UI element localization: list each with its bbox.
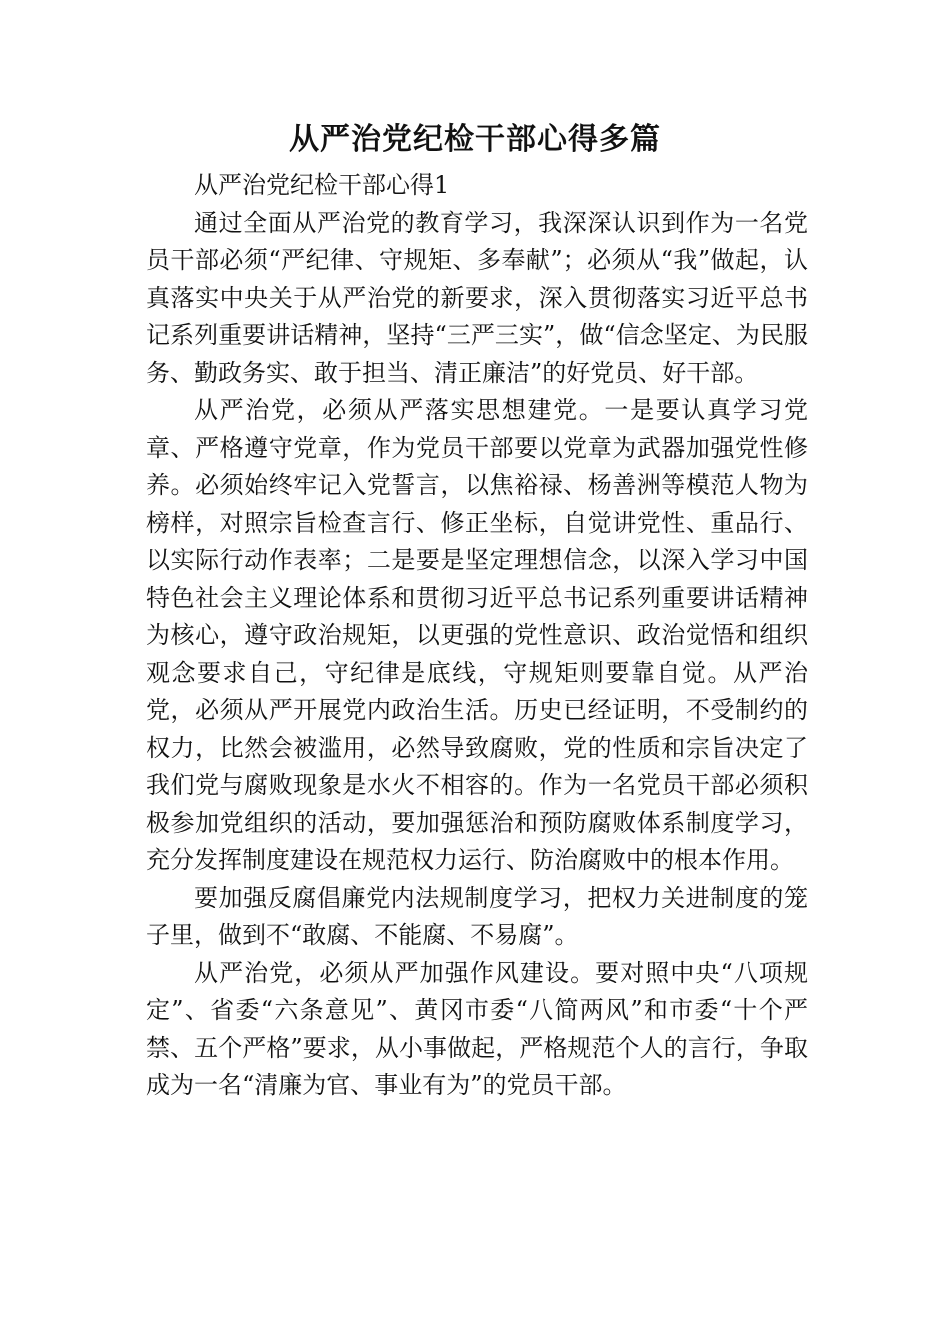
paragraph-intro: 通过全面从严治党的教育学习，我深深认识到作为一名党员干部必须“严纪律、守规矩、多奉献”；必须从“我”做起，认真落实中央关于从严治党的新要求，深入贯彻落实习近平总书记系列重要讲话精神，坚持“三严三实”，做“信念坚定、为民服务、勤政务实、敢于担当、清正廉洁”的好党员、好干部。	[146, 208, 808, 387]
document-title: 从严治党纪检干部心得多篇	[289, 122, 661, 157]
document-body	[146, 167, 808, 1105]
paragraph-work-style: 从严治党，必须从严加强作风建设。要对照中央“八项规定”、省委“六条意见”、黄冈市委“八简两风”和市委“十个严禁、五个严格”要求，从小事做起，严格规范个人的言行，争取成为一名“清廉为官、事业有为”的党员干部。	[146, 958, 808, 1099]
paragraph-anti-corruption: 要加强反腐倡廉党内法规制度学习，把权力关进制度的笼子里，做到不“敢腐、不能腐、不易腐”。	[146, 883, 808, 949]
section-heading: 从严治党纪检干部心得1	[194, 171, 450, 199]
paragraph-ideological-building: 从严治党，必须从严落实思想建党。一是要认真学习党章、严格遵守党章，作为党员干部要以党章为武器加强党性修养。必须始终牢记入党誓言，以焦裕禄、杨善洲等模范人物为榜样，对照宗旨检查言行、修正坐标，自觉讲党性、重品行、以实际行动作表率；二是要是坚定理想信念，以深入学习中国特色社会主义理论体系和贯彻习近平总书记系列重要讲话精神为核心，遵守政治规矩，以更强的党性意识、政治觉悟和组织观念要求自己，守纪律是底线，守规矩则要靠自觉。从严治党，必须从严开展党内政治生活。历史已经证明，不受制约的权力，比然会被滥用，必然导致腐败，党的性质和宗旨决定了我们党与腐败现象是水火不相容的。作为一名党员干部必须积极参加党组织的活动，要加强惩治和预防腐败体系制度学习，充分发挥制度建设在规范权力运行、防治腐败中的根本作用。	[146, 396, 808, 874]
